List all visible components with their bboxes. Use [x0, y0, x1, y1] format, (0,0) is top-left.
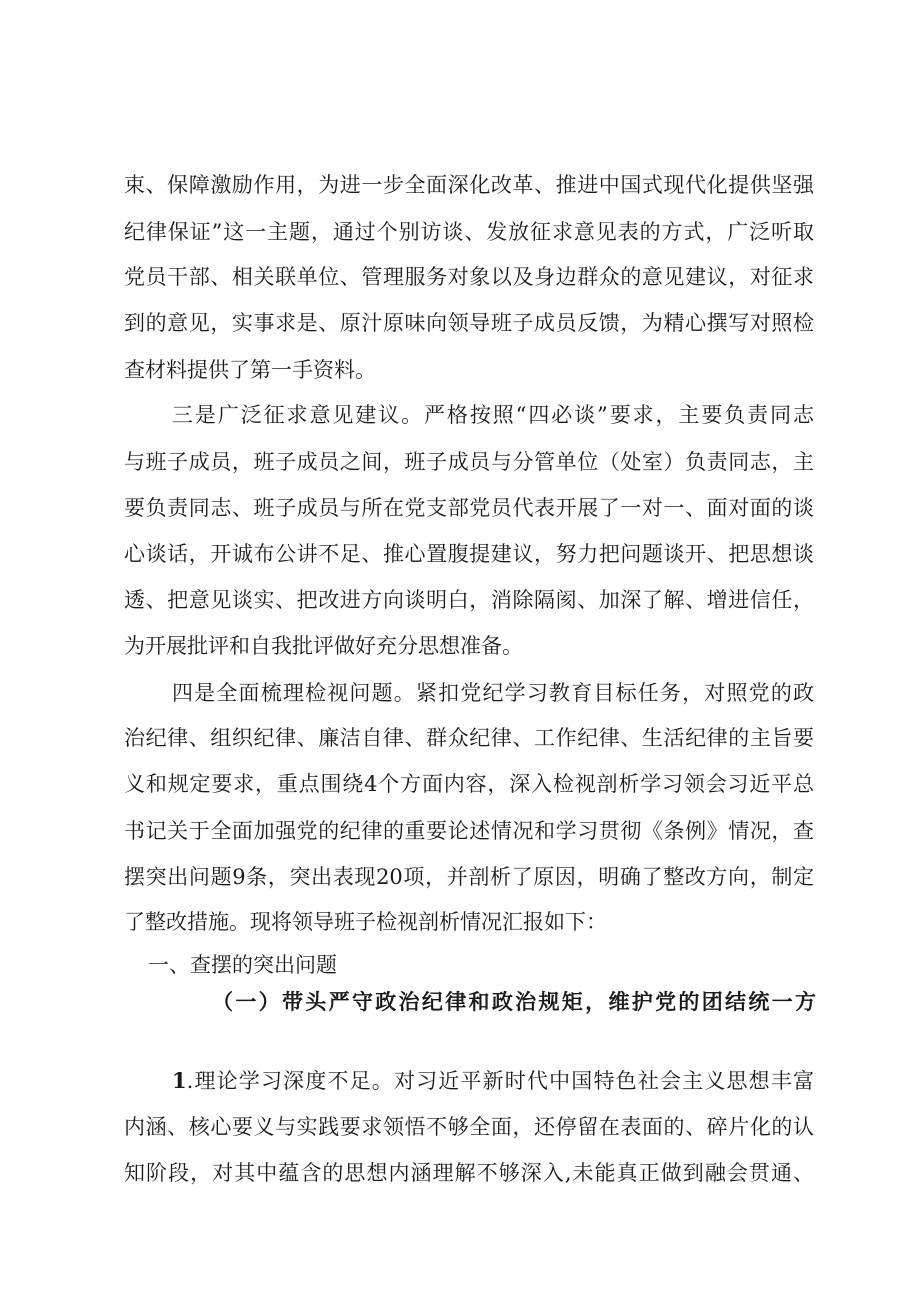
text-line	[172, 1066, 814, 1096]
text-line: 知阶段，对其中蕴含的思想内涵理解不够深入,未能真正做到融会贯通、	[124, 1161, 814, 1185]
item-number: 1	[172, 1068, 187, 1093]
text-line: 查材料提供了第一手资料。	[124, 358, 376, 382]
text-line: 三是广泛征求意见建议。严格按照“四必谈”要求，主要负责同志	[172, 403, 814, 427]
text-line: 内涵、核心要义与实践要求领悟不够全面，还停留在表面的、碎片化的认	[124, 1115, 814, 1139]
text-line: 义和规定要求，重点围绕4个方面内容，深入检视剖析学习领会习近平总	[124, 772, 814, 796]
text-line: 四是全面梳理检视问题。紧扣党纪学习教育目标任务，对照党的政	[172, 681, 814, 705]
text-line: 透、把意见谈实、把改进方向谈明白，消除隔阂、加深了解、增进信任，	[124, 588, 814, 612]
text-line: 党员干部、相关联单位、管理服务对象以及身边群众的意见建议，对征求	[124, 265, 814, 289]
text-line: 到的意见，实事求是、原汁原味向领导班子成员反馈，为精心撰写对照检	[124, 311, 814, 335]
section-heading: 一、查摆的突出问题	[148, 953, 337, 977]
item-text: .理论学习深度不足。对习近平新时代中国特色社会主义思想丰富	[186, 1069, 814, 1093]
text-line: 治纪律、组织纪律、廉洁自律、群众纪律、工作纪律、生活纪律的主旨要	[124, 726, 814, 750]
text-line: 纪律保证”这一主题，通过个别访谈、发放征求意见表的方式，广泛听取	[124, 220, 814, 244]
text-line: 心谈话，开诚布公讲不足、推心置腹提建议，努力把问题谈开、把思想谈	[124, 542, 814, 566]
subsection-heading: （一）带头严守政治纪律和政治规矩，维护党的团结统一方	[212, 989, 816, 1014]
text-line: 与班子成员，班子成员之间，班子成员与分管单位（处室）负责同志，主	[124, 450, 814, 474]
text-line: 束、保障激励作用，为进一步全面深化改革、推进中国式现代化提供坚强	[124, 173, 814, 197]
text-line: 要负责同志、班子成员与所在党支部党员代表开展了一对一、面对面的谈	[124, 496, 814, 520]
text-line: 书记关于全面加强党的纪律的重要论述情况和学习贯彻《条例》情况，查	[124, 819, 814, 843]
text-line: 摆突出问题9条，突出表现20项，并剖析了原因，明确了整改方向，制定	[124, 865, 814, 889]
text-line: 为开展批评和自我批评做好充分思想准备。	[124, 634, 523, 658]
text-line: 了整改措施。现将领导班子检视剖析情况汇报如下：	[124, 910, 607, 934]
